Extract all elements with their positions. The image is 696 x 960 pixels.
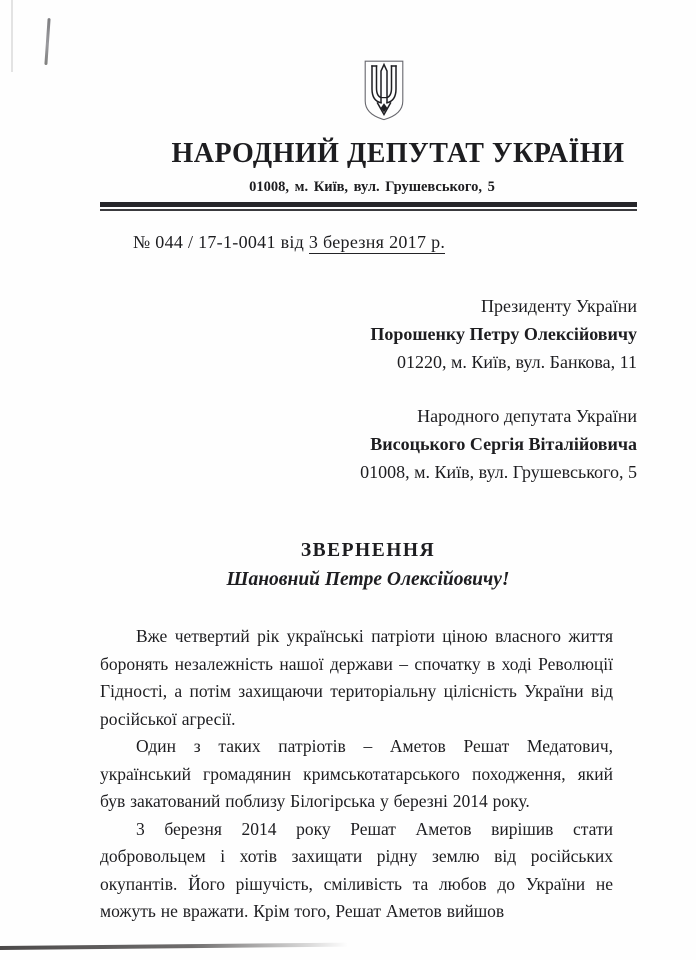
appeal-heading: ЗВЕРНЕННЯ (300, 540, 436, 561)
reference-date: 3 березня 2017 р. (308, 232, 446, 252)
letter-body (100, 623, 613, 926)
body-paragraph-3: 3 березня 2014 року Решат Аметов вирішив стати добровольцем і хотів захищати рідну землю від російських окупантів. Його рішучість, сміливість та любов до України не можуть не вражати. Крім того, Решат Аметов вийшов (100, 818, 613, 921)
sender-block (360, 402, 637, 486)
body-paragraph-1: Вже четвертий рік українські патріоти ціною власного життя боронять незалежність нашої держави – спочатку в ході Революції Гідності, а потім захищаючи територіальну цілісність України від російської агресії. (100, 626, 613, 729)
sender-name: Висоцького Сергія Віталійовича (370, 434, 637, 454)
recipient-name: Порошенку Петру Олексійовичу (370, 324, 637, 344)
sender-address: 01008, м. Київ, вул. Грушевського, 5 (360, 462, 637, 482)
letterhead-address: 01008, м. Київ, вул. Грушевського, 5 (249, 179, 495, 195)
sender-role: Народного депутата України (417, 406, 637, 426)
ukraine-trident-emblem-icon (364, 60, 404, 122)
pen-mark-artifact (44, 18, 50, 65)
scan-edge-artifact (11, 0, 13, 72)
body-paragraph-2: Один з таких патріотів – Аметов Решат Медатович, український громадянин кримськотатарського походження, який був закатований поблизу Білогірська у березні 2014 року. (100, 736, 613, 811)
salutation-line: Шановний Петре Олексійовичу! (226, 569, 510, 590)
recipient-role: Президенту України (480, 296, 637, 316)
bottom-scan-shadow-artifact (0, 943, 348, 950)
reference-number-line (133, 232, 445, 253)
recipient-address: 01220, м. Київ, вул. Банкова, 11 (397, 352, 637, 372)
reference-number: № 044 / 17-1-0041 від (133, 232, 309, 252)
letterhead-title: НАРОДНИЙ ДЕПУТАТ УКРАЇНИ (171, 138, 625, 169)
letterhead-divider-rule (100, 202, 637, 211)
recipient-block (370, 292, 637, 376)
